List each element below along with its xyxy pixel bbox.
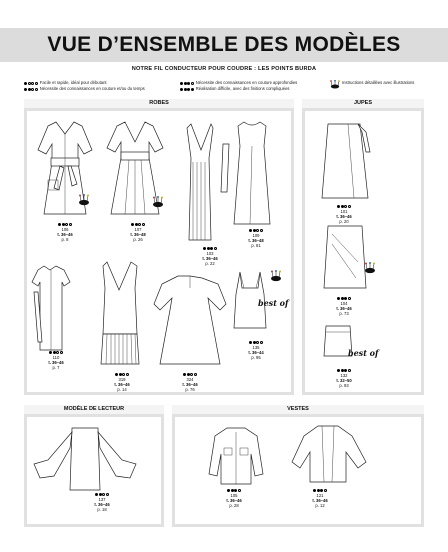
difficulty-dots: [337, 297, 351, 300]
model-label-104: [324, 296, 364, 316]
model-page: p. 8: [61, 237, 69, 242]
model-page: p. 81: [251, 243, 261, 248]
model-page: p. 76: [185, 387, 195, 392]
legend-col-1: [24, 80, 145, 92]
model-label-135: [236, 340, 276, 360]
model-number: 107: [134, 227, 142, 232]
model-size: t. 36–46: [312, 498, 328, 503]
model-size: t. 36–46: [182, 382, 198, 387]
model-label-107: [118, 222, 158, 242]
dress-109-illustration: [230, 118, 276, 228]
lecteur-heading: MODÈLE DE LECTEUR: [24, 405, 164, 414]
model-page: p. 93: [339, 383, 349, 388]
model-label-105: [214, 488, 254, 508]
model-label-103: [190, 246, 230, 266]
model-number: 110: [52, 355, 60, 360]
skirt-101-illustration: [318, 118, 374, 202]
dress-137-illustration: [30, 424, 140, 494]
model-size: t. 36–46: [226, 498, 242, 503]
difficulty-dots: [313, 489, 327, 492]
legend-level-3: Nécessite des connaissances en couture approfondies: [180, 80, 297, 86]
model-number: 103: [206, 251, 214, 256]
jacket-105-illustration: [205, 424, 267, 488]
model-size: t. 36–48: [248, 238, 264, 243]
model-page: p. 12: [315, 503, 325, 508]
difficulty-dots: [49, 351, 63, 354]
dress-319-illustration: [95, 258, 145, 368]
difficulty-dots: [249, 229, 263, 232]
legend-level-4: Réalisation difficile, avec des finitions compliquées: [180, 86, 297, 92]
model-page: p. 26: [133, 237, 143, 242]
model-size: t. 36–46: [336, 306, 352, 311]
model-size: t. 36–44: [248, 350, 264, 355]
model-number: 319: [118, 377, 126, 382]
difficulty-dots: [131, 223, 145, 226]
pincushion-icon: [364, 262, 376, 274]
model-size: t. 36–46: [202, 256, 218, 261]
robes-heading: ROBES: [24, 99, 294, 108]
model-size: t. 36–46: [336, 214, 352, 219]
model-label-319: [102, 372, 142, 392]
legend-illustrated: Instructions détaillées avec illustrations: [342, 80, 415, 85]
pincushion-icon: [78, 194, 90, 206]
pincushion-icon: [152, 196, 164, 208]
model-page: p. 14: [117, 387, 127, 392]
model-label-106: [45, 222, 85, 242]
bestof-badge: best of: [348, 348, 379, 358]
model-label-121: [300, 488, 340, 508]
jupes-heading: JUPES: [302, 99, 424, 108]
difficulty-dots: [227, 489, 241, 492]
model-number: 132: [340, 373, 348, 378]
model-page: p. 22: [205, 261, 215, 266]
difficulty-dots: [337, 369, 351, 372]
model-page: p. 28: [229, 503, 239, 508]
page-title: VUE D’ENSEMBLE DES MODÈLES: [47, 33, 401, 56]
difficulty-dots: [95, 493, 109, 496]
model-page: p. 20: [339, 219, 349, 224]
model-size: t. 36–48: [130, 232, 146, 237]
model-number: 137: [98, 497, 106, 502]
model-label-109: [236, 228, 276, 248]
difficulty-dots: [58, 223, 72, 226]
model-size: t. 32–50: [336, 378, 352, 383]
dress-324-illustration: [148, 270, 232, 370]
model-page: p. 73: [339, 311, 349, 316]
model-size: t. 36–46: [94, 502, 110, 507]
model-page: p. 7: [52, 365, 60, 370]
model-number: 101: [340, 209, 348, 214]
difficulty-dots: [115, 373, 129, 376]
model-number: 104: [340, 301, 348, 306]
model-page: p. 95: [251, 355, 261, 360]
model-number: 106: [61, 227, 69, 232]
difficulty-dots: [183, 373, 197, 376]
dress-110-illustration: [30, 262, 74, 358]
model-label-324: [170, 372, 210, 392]
difficulty-dots: [203, 247, 217, 250]
difficulty-dots: [249, 341, 263, 344]
pincushion-icon: [270, 270, 282, 282]
model-number: 324: [186, 377, 194, 382]
model-number: 109: [252, 233, 260, 238]
model-label-132: [324, 368, 364, 388]
model-number: 105: [230, 493, 238, 498]
model-label-110: [36, 350, 76, 370]
difficulty-dots: [337, 205, 351, 208]
bestof-badge: best of: [258, 298, 289, 308]
model-number: 135: [252, 345, 260, 350]
legend-level-2: Nécessite des connaissances en couture et/ou du temps: [24, 86, 145, 92]
vestes-heading: VESTES: [172, 405, 424, 414]
legend-level-1: Facile et rapide, idéal pour débutant: [24, 80, 145, 86]
pincushion-icon: [330, 80, 340, 89]
jacket-121-illustration: [288, 422, 372, 486]
model-size: t. 36–46: [57, 232, 73, 237]
model-page: p. 18: [97, 507, 107, 512]
skirt-104-illustration: [318, 222, 374, 294]
model-number: 121: [316, 493, 324, 498]
model-label-101: [324, 204, 364, 224]
model-size: t. 36–46: [48, 360, 64, 365]
model-label-137: [82, 492, 122, 512]
page-subtitle: NOTRE FIL CONDUCTEUR POUR COUDRE : LES POINTS BURDA: [131, 66, 317, 72]
legend-col-2: [180, 80, 297, 92]
model-size: t. 36–46: [114, 382, 130, 387]
